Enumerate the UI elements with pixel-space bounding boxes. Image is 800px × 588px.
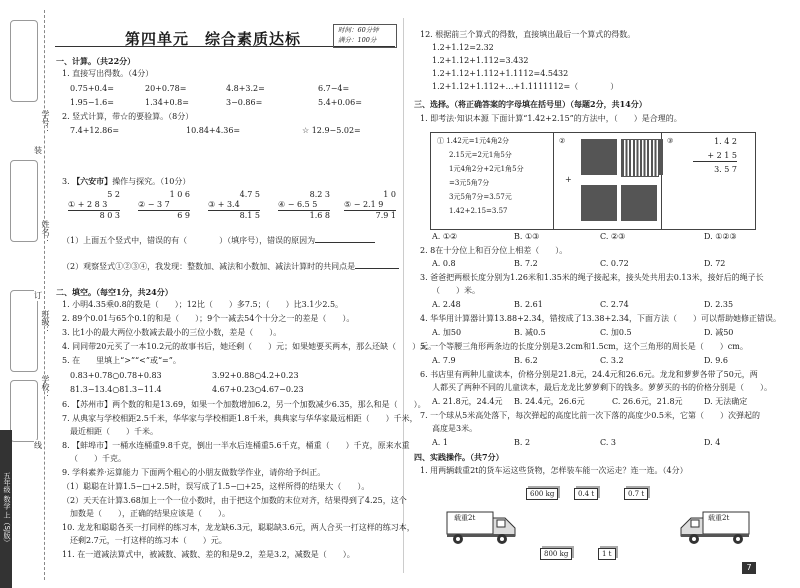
calc-line: − 3 7 <box>147 200 170 209</box>
option[interactable]: C. 26.6元，21.8元 <box>612 397 683 406</box>
option[interactable]: A. 2.48 <box>432 300 461 309</box>
hundred-square <box>581 139 617 175</box>
option[interactable]: C. 0.72 <box>600 259 629 268</box>
q2-item: ☆ 12.9−5.02= <box>302 126 361 135</box>
choice-question: 2. 8在十分位上和百分位上相差（ ）。 <box>420 246 568 255</box>
option[interactable]: D. 4 <box>704 438 721 447</box>
calc-line <box>208 200 260 211</box>
option[interactable]: A. 加50 <box>432 328 462 337</box>
answer-blank[interactable] <box>315 242 375 243</box>
truck-right[interactable] <box>676 506 750 546</box>
column-divider <box>403 18 404 573</box>
fill-item: 12. 根据前三个算式的得数，直接填出最后一个算式的得数。 <box>420 30 636 39</box>
calc-number: ⑤ <box>344 200 352 209</box>
cut-mark: 装 <box>34 146 42 155</box>
pattern-line: 1.2+1.12+1.112+1.1112=4.5432 <box>432 69 569 78</box>
compare-item: 4.67+0.23○4.67−0.23 <box>212 385 304 394</box>
fill-item: 9. 学科素养·运算能力 下面两个粗心的小朋友做数学作业，请你给予纠正。 <box>62 468 326 477</box>
calc-line <box>278 200 330 211</box>
calc-line: 6 9 <box>177 211 190 220</box>
full-score: 满分：100分 <box>338 36 377 44</box>
calc-line <box>68 200 120 211</box>
fill-item: 10. 龙龙和聪聪各买一打同样的练习本，龙龙缺6.3元，聪聪缺3.6元，两人合买一打这样的练习本， <box>62 523 415 532</box>
option[interactable]: D. 72 <box>704 259 726 268</box>
calc-line: 3. 5 7 <box>714 165 737 174</box>
vertical-calc <box>138 190 190 221</box>
fill-item: （ ）千克。 <box>70 454 126 463</box>
hundred-square <box>581 185 617 221</box>
q2-prompt: 2. 竖式计算，带☆的要验算。（8分） <box>62 112 194 121</box>
choice-question: 1. 即考法·知识本源 下面计算“1.42+2.15”的方法中，（ ）是合理的。 <box>420 114 682 123</box>
calc-line: 5 2 <box>107 190 120 199</box>
cut-line <box>44 10 45 580</box>
calc-line: − 6.5 5 <box>287 200 318 209</box>
option[interactable]: D. ①②③ <box>704 232 737 241</box>
option[interactable]: D. 2.35 <box>704 300 734 309</box>
binding-label-class: 班级： <box>41 310 50 334</box>
method-line: 1.42+2.15=3.57 <box>449 207 508 215</box>
choice-question: 人都买了两种不同的儿童读本，最后龙龙比萝萝剩下的钱多。萝萝买的书的价格分别是（ ）。 <box>432 383 772 392</box>
pattern-line: 1.2+1.12+1.112=3.432 <box>432 56 529 65</box>
q3-prompt: 3. 【六安市】操作与探究。（10分） <box>62 176 191 186</box>
fill-item: 还剩2.7元，一打这样的练习本（ ）元。 <box>70 536 227 545</box>
option[interactable]: D. 无法确定 <box>704 397 748 406</box>
option[interactable]: D. 9.6 <box>704 356 728 365</box>
option[interactable]: B. ①③ <box>514 232 540 241</box>
binding-margin <box>0 0 50 588</box>
tenths-grid <box>621 139 659 177</box>
choice-question: （ ）米。 <box>432 286 480 295</box>
school-box <box>10 380 38 442</box>
calc-line: − 2.1 9 <box>353 200 384 209</box>
choice-question: 7. 一个球从5米高处落下，每次弹起的高度比前一次下落的高度少0.5米，它第（ ）次弹起的 <box>420 411 760 420</box>
calc-line: 1 0 <box>383 190 396 199</box>
hundred-square <box>621 185 657 221</box>
option[interactable]: A. 7.9 <box>432 356 456 365</box>
practice-question: 1. 用两辆载重2t的货车运这些货物，怎样装车能一次运走？连一连。（4分） <box>420 466 688 475</box>
cut-mark: 订 <box>34 291 42 300</box>
calc-line <box>138 200 190 211</box>
cargo-box[interactable]: 600 kg <box>526 488 558 500</box>
fill-item: 1. 小明4.35乘0.8的数是（ ）；12比（ ）多7.5；（ ）比3.1少2.5。 <box>62 300 344 309</box>
pattern-line: 1.2+1.12=2.32 <box>432 43 494 52</box>
option[interactable]: A. 0.8 <box>432 259 456 268</box>
fill-item: 8. 【蚌埠市】一桶水连桶重9.8千克，倒出一半水后连桶重5.6千克，桶重（ ）千克，原来水重 <box>62 441 410 450</box>
calc-line <box>344 200 396 211</box>
q1-item: 6.7−4= <box>318 84 350 93</box>
truck-label: 载重2t <box>454 514 476 522</box>
method-options-box <box>430 132 756 230</box>
fill-item: 3. 比1小的最大两位小数减去最小的三位小数，差是（ ）。 <box>62 328 282 337</box>
q3-part1 <box>62 236 375 246</box>
calc-line: + 3.4 <box>217 200 240 209</box>
answer-blank[interactable] <box>355 268 399 269</box>
calc-line: 8.1 5 <box>239 211 260 220</box>
option[interactable]: B. 6.2 <box>514 356 538 365</box>
q3-text: 操作与探究。（10分） <box>112 177 191 186</box>
fill-item: 加数是（ ），正确的结果应该是（ ）。 <box>70 509 230 518</box>
calc-line: 1.6 8 <box>309 211 330 220</box>
section-4-heading: 四、实践操作。（共7分） <box>414 452 504 462</box>
q2-item: 7.4+12.86= <box>70 126 120 135</box>
option[interactable]: A. ①② <box>432 232 458 241</box>
vertical-calc <box>68 190 120 221</box>
method-line: 3元5角7分=3.57元 <box>449 193 512 201</box>
calc-number: ① <box>68 200 76 209</box>
region-tag: 【六安市】 <box>72 176 113 186</box>
section-2-heading: 二、填空。（每空1分，共24分） <box>56 287 173 297</box>
fill-item: 5. 在 里填上“>”“<”或“=”。 <box>62 356 181 365</box>
class-box <box>10 290 38 372</box>
vertical-calc <box>344 190 396 221</box>
fill-item: 4. 同同带20元买了一本10.2元的故事书后，她还剩（ ）元；如果她要买两本，那么还缺（ ）元。 <box>62 342 437 351</box>
cargo-box[interactable]: 0.7 t <box>624 488 648 500</box>
cut-mark: 线 <box>34 441 42 450</box>
fill-item: 2. 89个0.01与65个0.1的和是（ ）；9个一减去54个十分之一的差是（ ）。 <box>62 314 355 323</box>
calc-line: 4.7 5 <box>239 190 260 199</box>
method-line: =3元5角7分 <box>449 179 490 187</box>
fill-item: （2）天天在计算3.68加上一个一位小数时，由于把这个加数的末位对齐，结果得到了4.25，这个 <box>62 496 407 505</box>
choice-question: 4. 华华用计算器计算13.88+2.34，错按成了13.38+2.34，下面方法（ ）可以帮助她修正错误。 <box>420 314 782 323</box>
box-divider <box>553 133 554 229</box>
calc-line: + 2 8 3 <box>77 200 108 209</box>
q3-part2-text: （2）观察竖式①②③④，我发现：整数加、减法和小数加、减法计算时的共同点是 <box>62 262 356 271</box>
option[interactable]: B. 2.61 <box>514 300 543 309</box>
fill-item: 11. 在一道减法算式中，被减数、减数、差的和是9.2，差是3.2，减数是（ ）。 <box>62 550 355 559</box>
option[interactable]: D. 减50 <box>704 328 734 337</box>
method-line: 2.15元=2元1角5分 <box>449 151 512 159</box>
truck-left[interactable] <box>446 506 520 546</box>
fill-item: 最近相距（ ）千米。 <box>70 427 158 436</box>
brand-strip: 五年级 数学 上（SJ版） <box>0 430 12 588</box>
option[interactable]: B. 24.4元，26.6元 <box>514 397 585 406</box>
choice-question: 高度是3米。 <box>432 424 478 433</box>
compare-item: 0.83+0.78○0.78+0.83 <box>70 371 162 380</box>
q3-part2 <box>62 262 399 272</box>
calc-number: ④ <box>278 200 286 209</box>
time-score-box <box>333 24 397 48</box>
q1-item: 3−0.86= <box>226 98 263 107</box>
section-3-heading: 三、选择。（将正确答案的字母填在括号里）（每题2分，共14分） <box>414 99 647 109</box>
q1-prompt: 1. 直接写出得数。（4分） <box>62 69 154 78</box>
hundredths-strip <box>659 139 663 175</box>
option[interactable]: B. 减0.5 <box>514 328 546 337</box>
option[interactable]: C. 3.2 <box>600 356 624 365</box>
page-number: 7 <box>742 562 756 574</box>
option[interactable]: A. 1 <box>432 438 448 447</box>
compare-item: 3.92+0.88○4.2+0.23 <box>212 371 299 380</box>
section-1-heading: 一、计算。（共22分） <box>56 56 136 66</box>
id-box <box>10 20 38 102</box>
q1-item: 20+0.78= <box>145 84 187 93</box>
vertical-calcs <box>62 190 402 232</box>
q1-item: 1.95−1.6= <box>70 98 114 107</box>
calc-line: 1 0 6 <box>169 190 190 199</box>
q3-part1-text: （1）上面五个竖式中，错误的有（ ）（填序号），错误的原因为 <box>62 236 316 245</box>
fill-item: （1）聪聪在计算1.5−□+2.5时，误写成了1.5−□+25，这样所得的结果大（ ）。 <box>62 482 370 491</box>
fill-item: 6. 【苏州市】两个数的和是13.69，如果一个加数增加6.2，另一个加数减少6.35，那么和是（ ）。 <box>62 400 426 409</box>
compare-item: 81.3−13.4○81.3−11.4 <box>70 385 162 394</box>
calc-line: 8.2 3 <box>309 190 330 199</box>
option[interactable]: B. 7.2 <box>514 259 538 268</box>
q1-item: 0.75+0.4= <box>70 84 114 93</box>
option[interactable]: A. 21.8元，24.4元 <box>432 397 503 406</box>
method-line: 1元4角2分+2元1角5分 <box>449 165 524 173</box>
cargo-box[interactable]: 1 t <box>598 548 616 560</box>
q1-item: 5.4+0.06= <box>318 98 362 107</box>
truck-label: 载重2t <box>708 514 730 522</box>
binding-label-school: 学校： <box>41 375 50 399</box>
option[interactable]: B. 2 <box>514 438 531 447</box>
q1-item: 4.8+3.2= <box>226 84 265 93</box>
calc-line: 1. 4 2 <box>714 137 737 146</box>
calc-number: ② <box>138 200 146 209</box>
cargo-box[interactable]: 0.4 t <box>574 488 598 500</box>
time-limit: 时间：60分钟 <box>338 26 379 34</box>
calc-line: 7.9 1 <box>375 211 396 220</box>
choice-question: 6. 书店里有两种儿童读本，价格分别是21.8元，24.4元和26.6元。龙龙和萝萝各带了50元，两 <box>420 370 758 379</box>
truck-icon <box>676 506 750 546</box>
binding-label-id: 学号： <box>41 110 50 134</box>
q2-item: 10.84+4.36= <box>186 126 241 135</box>
choice-question: 3. 爸爸把两根长度分别为1.26米和1.35米的绳子接起来，接头处共用去0.13米，接好后的绳子长 <box>420 273 764 282</box>
fill-item: 7. 从典家与学校相距2.5千米，华华家与学校相距1.8千米，典典家与华华家最远相距（ ）千米， <box>62 414 418 423</box>
plus-sign: + <box>565 175 572 184</box>
option[interactable]: C. 加0.5 <box>600 328 632 337</box>
calc-line: 8 0 3 <box>99 211 120 220</box>
option[interactable]: C. 3 <box>600 438 617 447</box>
binding-label-name: 姓名： <box>41 220 50 244</box>
page-title: 第四单元 综合素质达标 <box>125 30 302 48</box>
calc-number: ③ <box>208 200 216 209</box>
vertical-calc <box>278 190 330 221</box>
choice-question: 5. 一个等腰三角形两条边的长度分别是3.2cm和1.5cm，这个三角形的周长是（ ）cm。 <box>420 342 748 351</box>
vertical-calc <box>208 190 260 221</box>
method-line: ① 1.42元=1元4角2分 <box>437 137 510 145</box>
option-number: ② <box>559 137 566 145</box>
pattern-line: 1.2+1.12+1.112+…+1.1111112=（ ） <box>432 82 619 91</box>
truck-icon <box>446 506 520 546</box>
option[interactable]: C. ②③ <box>600 232 626 241</box>
option[interactable]: C. 2.74 <box>600 300 629 309</box>
cargo-box[interactable]: 800 kg <box>540 548 572 560</box>
name-box <box>10 160 38 242</box>
calc-line: + 2 1 5 <box>693 151 737 162</box>
q1-item: 1.34+0.8= <box>145 98 189 107</box>
option-number: ③ <box>667 137 674 145</box>
